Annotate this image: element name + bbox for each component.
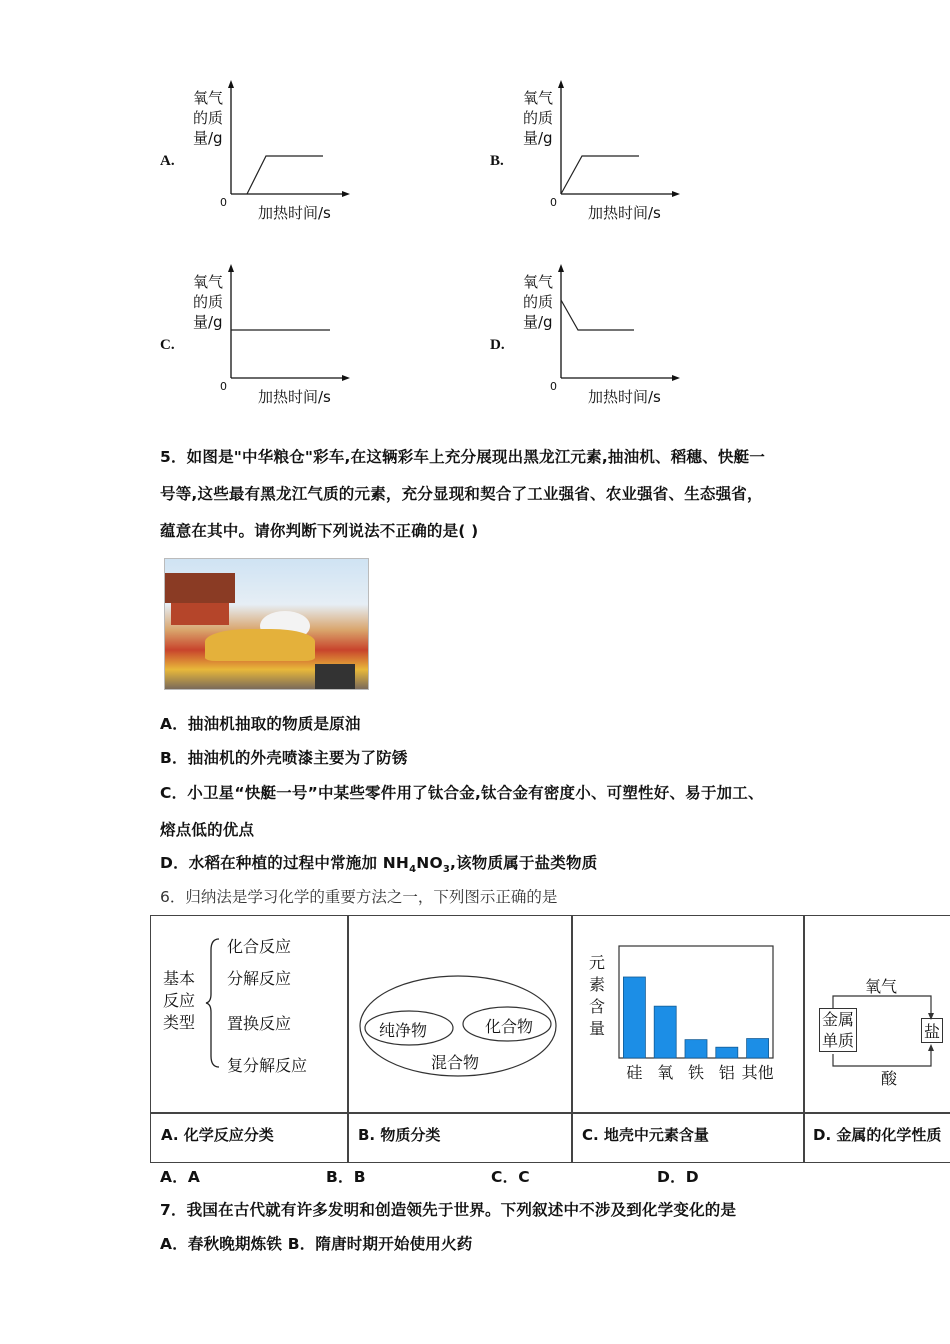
option-label: A. xyxy=(160,153,175,169)
bar-0 xyxy=(623,977,645,1058)
bar-2 xyxy=(685,1040,707,1058)
caption-a: A. 化学反应分类 xyxy=(161,1126,274,1144)
brace-icon xyxy=(205,936,225,1071)
graph-d xyxy=(480,262,700,412)
x-axis-label: 加热时间/s xyxy=(258,204,331,222)
q5-stem-line-3: 蕴意在其中。请你判断下列说法不正确的是( ) xyxy=(160,522,479,540)
reaction-item: 置换反应 xyxy=(227,1014,292,1033)
oxygen-curve xyxy=(561,300,634,330)
q5-option-d: D．水稻在种植的过程中常施加 $NH_4NO_3$,该物质属于盐类物质 xyxy=(160,854,598,876)
q6-answer-a: A．A xyxy=(160,1168,201,1186)
reaction-type-heading: 基本 反应 类型 xyxy=(163,969,196,1032)
bar-4 xyxy=(747,1039,769,1058)
caption-c: C. 地壳中元素含量 xyxy=(582,1126,709,1144)
pure-substance-label: 纯净物 xyxy=(379,1021,428,1040)
x-axis-label: 加热时间/s xyxy=(588,204,661,222)
caption-d: D. 金属的化学性质 xyxy=(813,1126,942,1144)
acid-label: 酸 xyxy=(881,1069,898,1088)
q6-answer-c: C．C xyxy=(491,1168,530,1186)
reaction-arrows xyxy=(803,986,950,1086)
option-label: B. xyxy=(490,153,504,169)
mixture-label: 混合物 xyxy=(431,1053,480,1072)
option-label: C. xyxy=(160,337,175,353)
crust-element-chart xyxy=(615,944,785,1094)
y-axis-label: 氧气 的质 量/g xyxy=(193,273,224,331)
graph-c xyxy=(150,262,370,412)
tick-label-4: 其他 xyxy=(741,1063,774,1082)
oxygen-curve xyxy=(561,156,639,194)
q5-option-c-line-2: 熔点低的优点 xyxy=(160,821,255,839)
origin-label: 0 xyxy=(550,380,557,393)
oxygen-curve xyxy=(247,156,323,194)
graph-c-plot xyxy=(150,262,370,412)
bar-3 xyxy=(716,1047,738,1058)
x-axis-label: 加热时间/s xyxy=(588,388,661,406)
reaction-item: 化合反应 xyxy=(227,937,292,956)
metal-element-label: 金属 单质 xyxy=(819,1008,857,1052)
q5-stem-line-1: 5．如图是"中华粮仓"彩车,在这辆彩车上充分展现出黑龙江元素,抽油机、稻穗、快艇一 xyxy=(160,448,765,466)
origin-label: 0 xyxy=(550,196,557,209)
reaction-item: 复分解反应 xyxy=(227,1056,308,1075)
y-axis-label: 氧气 的质 量/g xyxy=(193,89,224,147)
q5-option-c-line-1: C．小卫星“快艇一号”中某些零件用了钛合金,钛合金有密度小、可塑性好、易于加工、 xyxy=(160,784,764,802)
tick-label-2: 铁 xyxy=(687,1063,705,1082)
q7-options: A．春秋晚期炼铁 B．隋唐时期开始使用火药 xyxy=(160,1235,473,1253)
origin-label: 0 xyxy=(220,380,227,393)
x-axis-label: 加热时间/s xyxy=(258,388,331,406)
bar-1 xyxy=(654,1006,676,1058)
tick-label-1: 氧 xyxy=(657,1063,674,1082)
graph-b-plot xyxy=(480,78,700,228)
salt-label: 盐 xyxy=(921,1018,943,1043)
graph-a-plot xyxy=(150,78,370,228)
parade-float-photo xyxy=(164,558,369,690)
y-axis-label: 氧气 的质 量/g xyxy=(523,89,554,147)
tick-label-0: 硅 xyxy=(626,1063,643,1082)
graph-b xyxy=(480,78,700,228)
reaction-item: 分解反应 xyxy=(227,969,292,988)
q6-answer-d: D．D xyxy=(657,1168,699,1186)
y-axis-label: 氧气 的质 量/g xyxy=(523,273,554,331)
graph-a xyxy=(150,78,370,228)
caption-b: B. 物质分类 xyxy=(358,1126,441,1144)
q5-option-b: B．抽油机的外壳喷漆主要为了防锈 xyxy=(160,749,408,767)
q6-answer-b: B．B xyxy=(326,1168,366,1186)
origin-label: 0 xyxy=(220,196,227,209)
tick-label-3: 铝 xyxy=(718,1063,735,1082)
chart-ylabel: 元 素 含 量 xyxy=(589,953,606,1038)
option-label: D. xyxy=(490,337,505,353)
q6-figure-table xyxy=(150,915,950,1163)
graph-d-plot xyxy=(480,262,700,412)
q5-option-a: A．抽油机抽取的物质是原油 xyxy=(160,715,361,733)
q7-stem: 7．我国在古代就有许多发明和创造领先于世界。下列叙述中不涉及到化学变化的是 xyxy=(160,1201,737,1219)
compound-label: 化合物 xyxy=(485,1017,534,1036)
q6-stem: 6．归纳法是学习化学的重要方法之一，下列图示正确的是 xyxy=(160,888,558,906)
q5-stem-line-2: 号等,这些最有黑龙江气质的元素，充分显现和契合了工业强省、农业强省、生态强省， xyxy=(160,485,763,503)
oxygen-label: 氧气 xyxy=(865,977,898,996)
